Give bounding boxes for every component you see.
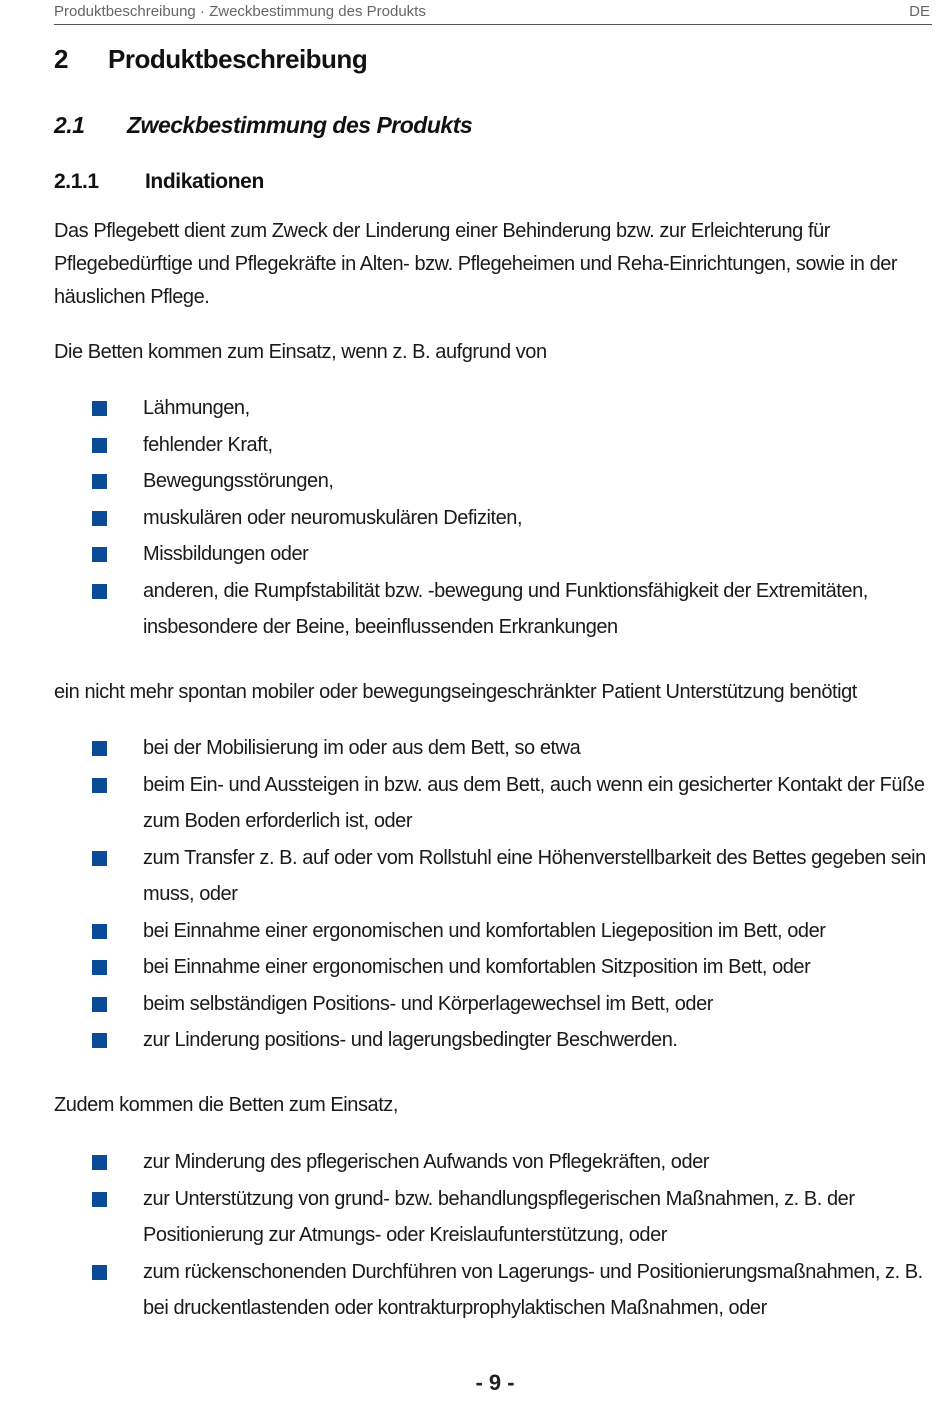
chapter-title: Produktbeschreibung [108, 44, 368, 74]
list-item [54, 1022, 934, 1059]
list-item [54, 536, 934, 573]
list-item-text: muskulären oder neuromuskulären Defiziten, [143, 506, 523, 529]
conditions-list [54, 390, 934, 646]
support-situations-list [54, 730, 934, 1059]
usage-intro-paragraph: Die Betten kommen zum Einsatz, wenn z. B. aufgrund von [54, 341, 547, 363]
list-item [54, 949, 934, 986]
section-number: 2.1 [54, 112, 85, 138]
list-item [54, 390, 934, 427]
list-item-text: bei der Mobilisierung im oder aus dem Bett, so etwa [143, 737, 581, 759]
list-item-text: zum Transfer z. B. auf oder vom Rollstuhl eine Höhenverstellbarkeit des Bettes gegeben sein muss, oder [143, 846, 926, 905]
list-item [54, 840, 934, 913]
running-header [54, 2, 932, 25]
list-item-text: beim Ein- und Aussteigen in bzw. aus dem Bett, auch wenn ein gesicherter Kontakt der Füße zum Boden erforderlich ist, oder [143, 773, 925, 832]
list-item [54, 913, 934, 950]
list-item-text: Lähmungen, [143, 397, 250, 419]
list-item-text: zur Minderung des pflegerischen Aufwands von Pflegekräften, oder [143, 1151, 710, 1173]
square-bullet-icon [92, 401, 107, 416]
subsection-title: Indikationen [145, 170, 264, 193]
list-item [54, 500, 934, 537]
list-item-text: bei Einnahme einer ergonomischen und komfortablen Liegeposition im Bett, oder [143, 919, 826, 942]
list-item-text: zur Linderung positions- und lagerungsbedingter Beschwerden. [143, 1029, 678, 1051]
list-item [54, 730, 934, 767]
list-item [54, 573, 934, 646]
square-bullet-icon [92, 741, 107, 756]
section-title: Zweckbestimmung des Produkts [127, 112, 473, 138]
list-item [54, 427, 934, 464]
page-number: - 9 - [475, 1370, 515, 1395]
list-item-text: Missbildungen oder [143, 543, 309, 565]
list-item-text: Bewegungsstörungen, [143, 470, 334, 492]
additional-use-list [54, 1144, 934, 1327]
list-item-text: zum rückenschonenden Durchführen von Lagerungs- und Positionierungsmaßnahmen, z. B. bei druckentlastenden oder kontrakturprophylaktischen Maßnahmen, oder [143, 1260, 923, 1319]
list-item-text: beim selbständigen Positions- und Körperlagewechsel im Bett, oder [143, 992, 713, 1015]
support-needed-paragraph: ein nicht mehr spontan mobiler oder bewegungseingeschränkter Patient Unterstützung benötigt [54, 681, 857, 703]
square-bullet-icon [92, 1033, 107, 1048]
intro-paragraph: Das Pflegebett dient zum Zweck der Linderung einer Behinderung bzw. zur Erleichterung für Pflegebedürftige und Pflegekräfte in Alten- bzw. Pflegeheimen und Reha-Einrichtungen, sowie in der häuslichen Pflege. [54, 220, 898, 308]
subsection-heading [54, 170, 264, 194]
square-bullet-icon [92, 1192, 107, 1207]
square-bullet-icon [92, 778, 107, 793]
additional-use-paragraph: Zudem kommen die Betten zum Einsatz, [54, 1094, 398, 1116]
list-item [54, 1254, 934, 1327]
square-bullet-icon [92, 851, 107, 866]
square-bullet-icon [92, 511, 107, 526]
chapter-heading [54, 44, 367, 75]
list-item [54, 463, 934, 500]
list-item-text: anderen, die Rumpfstabilität bzw. -bewegung und Funktionsfähigkeit der Extremitäten, insbesondere der Beine, beeinflussenden Erkrankungen [143, 579, 868, 638]
square-bullet-icon [92, 474, 107, 489]
square-bullet-icon [92, 438, 107, 453]
square-bullet-icon [92, 1155, 107, 1170]
header-breadcrumb: Produktbeschreibung · Zweckbestimmung des Produkts [54, 3, 426, 20]
square-bullet-icon [92, 584, 107, 599]
list-item-text: zur Unterstützung von grund- bzw. behandlungspflegerischen Maßnahmen, z. B. der Positionierung zur Atmungs- oder Kreislaufunterstützung, oder [143, 1187, 855, 1246]
list-item-text: bei Einnahme einer ergonomischen und komfortablen Sitzposition im Bett, oder [143, 956, 811, 978]
list-item [54, 1144, 934, 1181]
subsection-number: 2.1.1 [54, 170, 99, 193]
header-language: DE [909, 3, 930, 20]
square-bullet-icon [92, 960, 107, 975]
square-bullet-icon [92, 924, 107, 939]
square-bullet-icon [92, 1265, 107, 1280]
list-item-text: fehlender Kraft, [143, 433, 273, 456]
square-bullet-icon [92, 997, 107, 1012]
section-heading [54, 112, 472, 139]
list-item [54, 1181, 934, 1254]
square-bullet-icon [92, 547, 107, 562]
list-item [54, 767, 934, 840]
chapter-number: 2 [54, 44, 68, 74]
list-item [54, 986, 934, 1023]
